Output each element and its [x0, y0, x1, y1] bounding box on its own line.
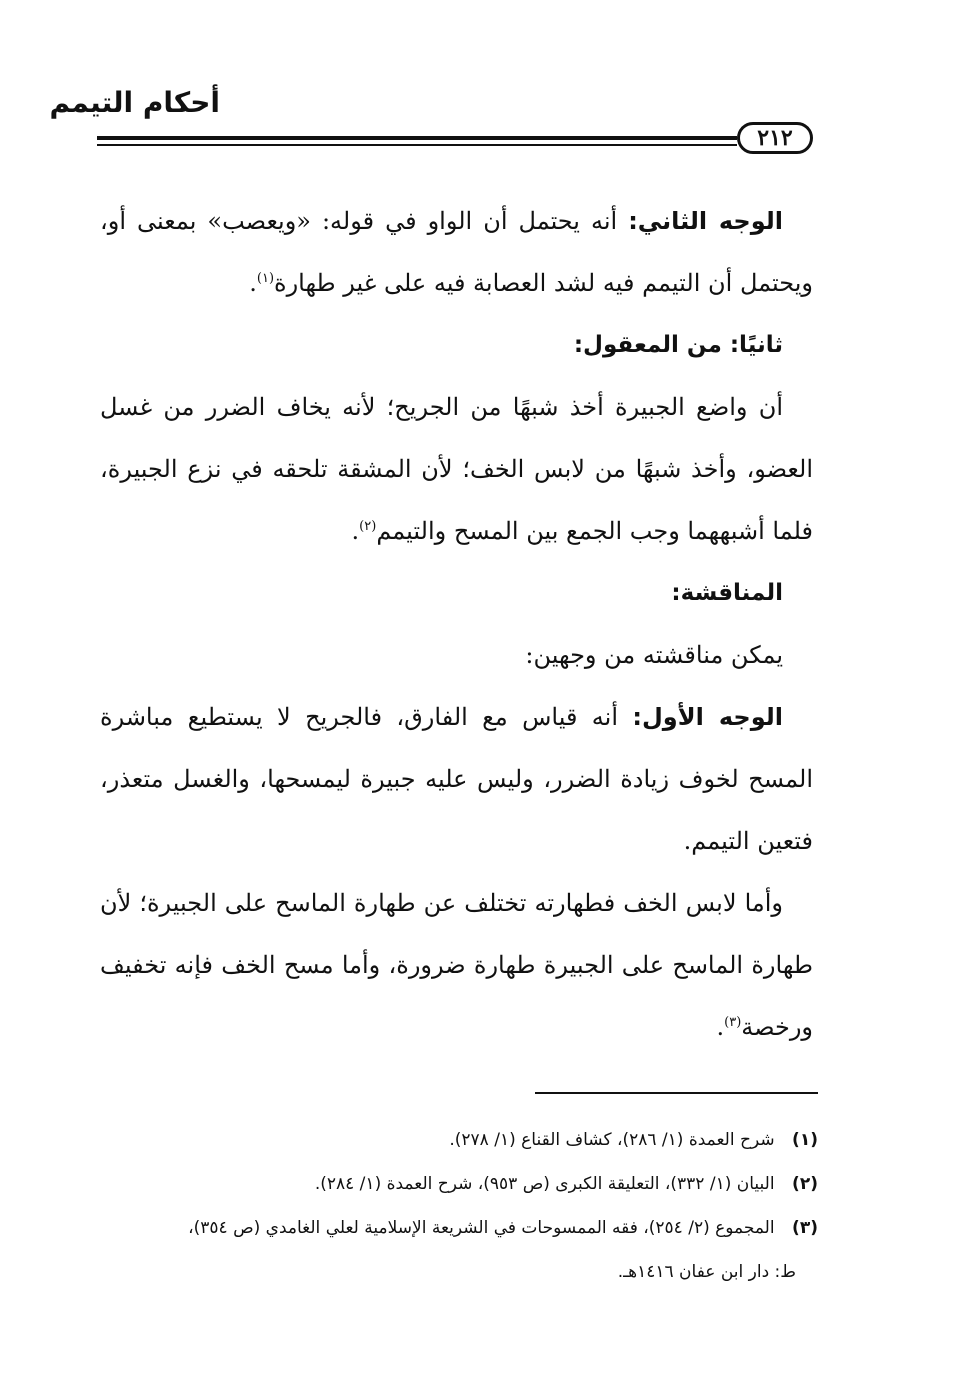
paragraph-reasoning: أن واضع الجبيرة أخذ شبهًا من الجريح؛ لأنه يخاف الضرر من غسل العضو، وأخذ شبهًا من لابس الخف؛ لأن المشقة تلحقه في نزع الجبيرة، فلما أشبههما وجب الجمع بين المسح والتيمم$^{(٢)}$. [100, 393, 813, 545]
footnote-number: (١) [792, 1130, 818, 1150]
footnote-text: المجموع (٢/ ٢٥٤)، فقه الممسوحات في الشريعة الإسلامية لعلي الغامدي (ص ٣٥٤)، [188, 1218, 775, 1238]
main-text [100, 190, 813, 1058]
footnote-item [100, 1206, 818, 1250]
paragraph-text: أنه قياس مع الفارق، فالجريح لا يستطيع مباشرة المسح لخوف زيادة الضرر، وليس عليه جبيرة ليمسحها، والغسل متعذر، فتعين التيمم. [100, 703, 813, 855]
paragraph-lead: الوجه الثاني: [628, 207, 784, 235]
paragraph-text: أن واضع الجبيرة أخذ شبهًا من الجريح؛ لأنه يخاف الضرر من غسل العضو، وأخذ شبهًا من لابس الخف؛ لأن المشقة تلحقه في نزع الجبيرة، فلما أشبههما وجب الجمع بين المسح والتيمم [100, 393, 813, 545]
footnote-number: (٢) [792, 1174, 818, 1194]
running-title: أحكام التيمم [49, 86, 220, 119]
section-heading-reason: ثانيًا: من المعقول: [573, 332, 783, 358]
footnotes [100, 1118, 818, 1294]
page-number-badge [737, 122, 813, 154]
footnote-item [100, 1162, 818, 1206]
paragraph-text: وأما لابس الخف فطهارته تختلف عن طهارة الماسح على الجبيرة؛ لأن طهارة الماسح على الجبيرة طهارة ضرورة، وأما مسح الخف فإنه تخفيف ورخصة [100, 889, 813, 1041]
paragraph-second-aspect: الوجه الثاني: أنه يحتمل أن الواو في قوله: «ويعصب» بمعنى أو، ويحتمل أن التيمم فيه لشد العصابة فيه على غير طهارة$^{(١)}$. [100, 207, 813, 297]
paragraph-lead: الوجه الأول: [632, 703, 784, 731]
paragraph-text: أنه يحتمل أن الواو في قوله: «ويعصب» بمعنى أو، ويحتمل أن التيمم فيه لشد العصابة فيه على غير طهارة [100, 207, 813, 297]
footnote-ref: (١) [256, 271, 275, 286]
footnote-text: شرح العمدة (١/ ٢٨٦)، كشاف القناع (١/ ٢٧٨). [449, 1130, 775, 1150]
footnote-item [100, 1118, 818, 1162]
header-rule-thick [97, 136, 737, 140]
footnote-ref: (٢) [359, 519, 377, 534]
footnote-text: البيان (١/ ٣٣٢)، التعليقة الكبرى (ص ٩٥٣)، شرح العمدة (١/ ٢٨٤). [314, 1174, 775, 1194]
section-heading-discussion: المناقشة: [671, 580, 783, 606]
footnote-number: (٣) [792, 1218, 818, 1238]
page-number: ٢١٢ [757, 125, 793, 151]
footnote-continuation: ط: دار ابن عفان ١٤١٦هـ. [617, 1262, 796, 1282]
header-rule-thin [97, 144, 737, 146]
paragraph-first-aspect [100, 686, 813, 872]
footnote-ref: (٣) [724, 1015, 742, 1030]
footnote-separator [535, 1092, 818, 1094]
paragraph-khuff: وأما لابس الخف فطهارته تختلف عن طهارة الماسح على الجبيرة؛ لأن طهارة الماسح على الجبيرة طهارة ضرورة، وأما مسح الخف فإنه تخفيف ورخصة$^{(٣)}$. [100, 889, 813, 1041]
paragraph-intro-discussion: يمكن مناقشته من وجهين: [525, 641, 783, 669]
